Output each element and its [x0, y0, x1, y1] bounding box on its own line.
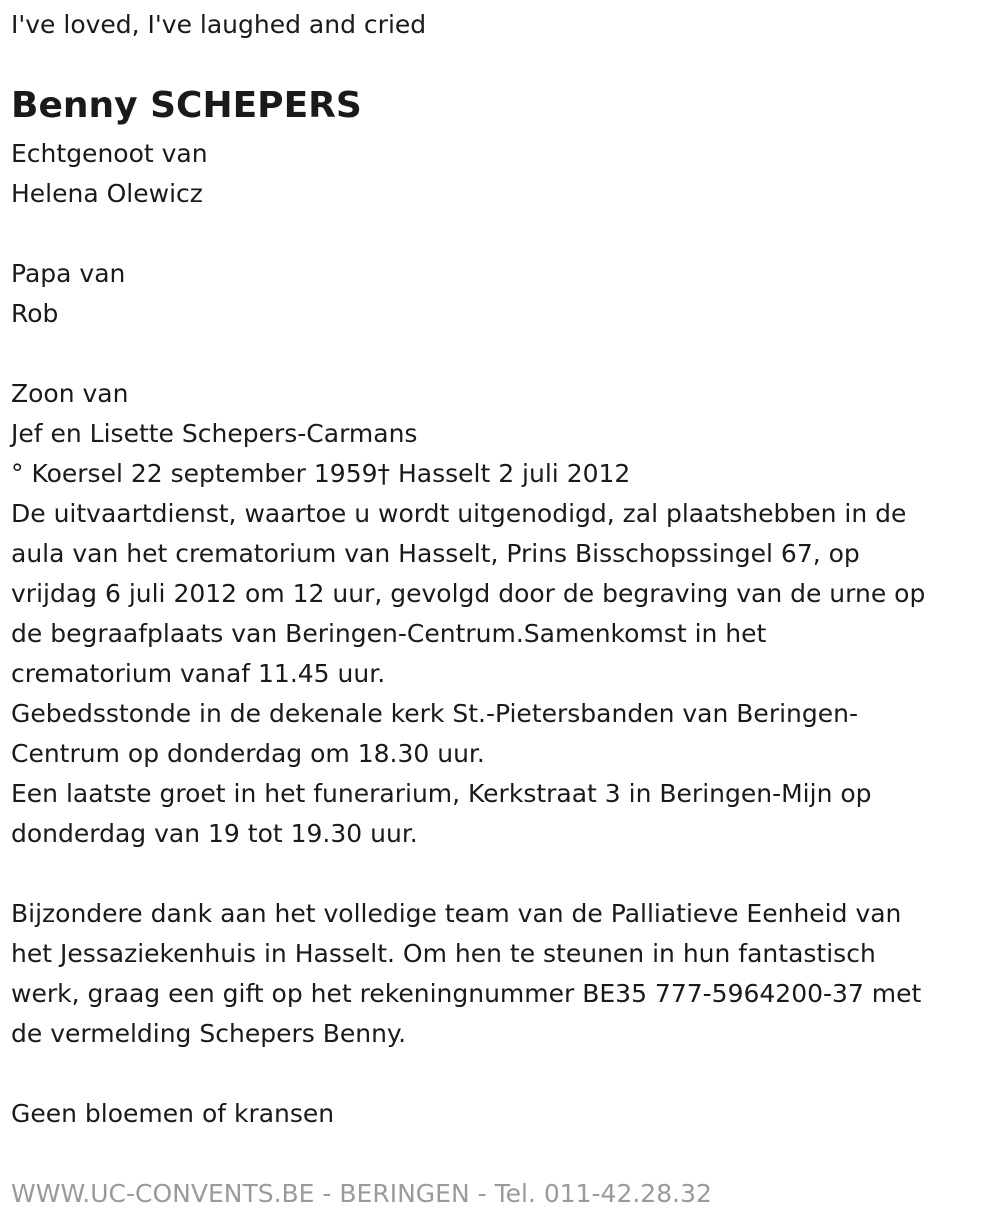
thanks-line: het Jessaziekenhuis in Hasselt. Om hen te steunen in hun fantastisch: [11, 939, 876, 968]
farewell-paragraph: [11, 774, 986, 854]
spouse-label: Echtgenoot van: [11, 139, 208, 168]
farewell-line: Een laatste groet in het funerarium, Kerkstraat 3 in Beringen-Mijn op: [11, 779, 872, 808]
service-line: De uitvaartdienst, waartoe u wordt uitgenodigd, zal plaatshebben in de: [11, 499, 907, 528]
family-block: [11, 134, 986, 1134]
prayer-line: Centrum op donderdag om 18.30 uur.: [11, 739, 485, 768]
funeral-home-footer: WWW.UC-CONVENTS.BE - BERINGEN - Tel. 011-42.28.32: [11, 1179, 712, 1208]
service-line: de begraafplaats van Beringen-Centrum.Samenkomst in het: [11, 619, 767, 648]
thanks-line: Bijzondere dank aan het volledige team van de Palliatieve Eenheid van: [11, 899, 902, 928]
prayer-line: Gebedsstonde in de dekenale kerk St.-Pietersbanden van Beringen-: [11, 699, 858, 728]
deceased-name: Benny SCHEPERS: [11, 85, 362, 126]
service-line: crematorium vanaf 11.45 uur.: [11, 659, 386, 688]
thanks-line: de vermelding Schepers Benny.: [11, 1019, 407, 1048]
service-paragraph: [11, 494, 986, 694]
parents-names: Jef en Lisette Schepers-Carmans: [11, 419, 418, 448]
child-label: Papa van: [11, 259, 126, 288]
spacer: [11, 214, 986, 254]
parents-label: Zoon van: [11, 379, 129, 408]
spacer: [11, 854, 986, 894]
motto-text: I've loved, I've laughed and cried: [11, 10, 427, 39]
no-flowers-note: Geen bloemen of kransen: [11, 1099, 335, 1128]
child-name: Rob: [11, 299, 59, 328]
service-line: vrijdag 6 juli 2012 om 12 uur, gevolgd door de begraving van de urne op: [11, 579, 926, 608]
spacer: [11, 334, 986, 374]
farewell-line: donderdag van 19 tot 19.30 uur.: [11, 819, 418, 848]
spouse-name: Helena Olewicz: [11, 179, 203, 208]
prayer-paragraph: [11, 694, 986, 774]
thanks-paragraph: [11, 894, 986, 1054]
spacer: [11, 1054, 986, 1094]
service-line: aula van het crematorium van Hasselt, Prins Bisschopssingel 67, op: [11, 539, 860, 568]
birth-death-line: ° Koersel 22 september 1959† Hasselt 2 juli 2012: [11, 459, 631, 488]
thanks-line: werk, graag een gift op het rekeningnummer BE35 777-5964200-37 met: [11, 979, 922, 1008]
